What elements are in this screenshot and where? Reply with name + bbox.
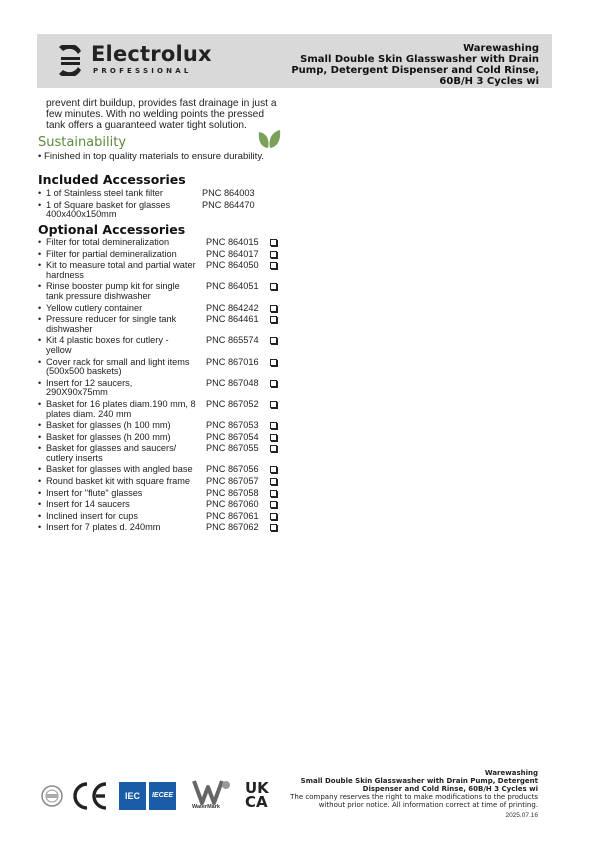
accessory-checkbox[interactable] — [270, 501, 277, 508]
bullet: • — [38, 510, 42, 521]
accessory-description: Kit 4 plastic boxes for cutlery - yellow — [46, 335, 169, 355]
header-category: Warewashing — [463, 43, 539, 54]
accessory-row — [38, 477, 288, 487]
accessory-row — [38, 261, 288, 280]
iec-logo: IEC — [119, 782, 146, 810]
accessory-row — [38, 379, 288, 398]
accessory-description: Insert for "flute" glasses — [46, 487, 143, 498]
accessory-row — [38, 250, 288, 260]
accessory-description: Inclined insert for cups — [46, 510, 138, 521]
accessory-checkbox[interactable] — [270, 524, 277, 531]
bullet: • — [38, 398, 42, 409]
accessory-pnc: PNC 864461 — [206, 314, 259, 325]
bullet: • — [38, 199, 42, 210]
bullet: • — [38, 443, 42, 454]
footer-date: 2025.07.16 — [505, 812, 538, 819]
accessory-pnc: PNC 864017 — [206, 248, 259, 259]
ce-mark-icon — [70, 779, 110, 813]
accessory-row — [38, 465, 288, 475]
accessory-description: Filter for total demineralization — [46, 237, 170, 247]
bullet: • — [38, 476, 42, 487]
accessory-checkbox[interactable] — [270, 513, 277, 520]
accessory-description: Round basket kit with square frame — [46, 476, 191, 487]
leaf-icon — [256, 129, 282, 149]
brand-name: Electrolux — [91, 42, 212, 66]
footer-product-title: Small Double Skin Glasswasher with Drain Pump, Detergent Dispenser and Cold Rinse, 60B/H 3 Cycles wi — [300, 777, 538, 793]
bullet: • — [38, 420, 42, 431]
accessory-checkbox[interactable] — [270, 401, 277, 408]
included-accessories-title: Included Accessories — [38, 172, 186, 187]
bullet: • — [38, 151, 45, 162]
accessory-row — [38, 358, 288, 377]
accessory-description: Basket for glasses (h 100 mm) — [46, 420, 171, 431]
bullet: • — [38, 522, 42, 533]
accessory-pnc: PNC 865574 — [206, 335, 259, 346]
accessory-description: Filter for partial demineralization — [46, 248, 177, 259]
accessory-description: Insert for 12 saucers, 290X90x75mm — [46, 377, 133, 398]
accessory-pnc: PNC 867048 — [206, 377, 259, 388]
accessory-checkbox[interactable] — [270, 466, 277, 473]
ukca-bottom: CA — [245, 793, 268, 811]
bullet: • — [38, 314, 42, 325]
accessory-pnc: PNC 867058 — [206, 487, 259, 498]
accessory-row — [38, 421, 288, 431]
bullet: • — [38, 499, 42, 510]
iecee-logo: IECEE — [149, 782, 176, 810]
accessory-row — [38, 336, 288, 355]
accessory-pnc: PNC 867061 — [206, 510, 259, 521]
accessory-pnc: PNC 867052 — [206, 398, 259, 409]
accessory-description: Insert for 7 plates d. 240mm — [46, 522, 161, 533]
accessory-checkbox[interactable] — [270, 434, 277, 441]
bullet: • — [38, 237, 42, 247]
accessory-description: Cover rack for small and light items (500x500 baskets) — [46, 356, 190, 377]
optional-accessories-title: Optional Accessories — [38, 222, 186, 237]
bullet: • — [38, 188, 42, 198]
accessory-pnc: PNC 867057 — [206, 476, 259, 487]
electrolux-logo — [57, 42, 217, 79]
bullet: • — [38, 464, 42, 475]
accessory-checkbox[interactable] — [270, 262, 277, 269]
footer-category: Warewashing — [484, 769, 538, 777]
sustainability-item — [38, 151, 264, 162]
optional-accessories-list — [38, 238, 288, 535]
footer-disclaimer: The company reserves the right to make modifications to the products without prior notice. All information correct at time of printing. — [290, 793, 538, 809]
bullet: • — [38, 260, 42, 271]
bullet: • — [38, 248, 42, 259]
bullet: • — [38, 335, 42, 346]
accessory-description: 1 of Square basket for glasses 400x400x150mm — [46, 199, 171, 220]
accessory-checkbox[interactable] — [270, 422, 277, 429]
watermark-icon — [192, 779, 234, 805]
accessory-description: Basket for glasses and saucers/ cutlery inserts — [46, 443, 177, 463]
accessory-checkbox[interactable] — [270, 359, 277, 366]
bullet: • — [38, 377, 42, 388]
accessory-row — [38, 512, 288, 522]
accessory-row — [38, 201, 288, 220]
approval-seal-icon — [40, 779, 64, 813]
accessory-row — [38, 315, 288, 334]
accessory-description: Basket for glasses with angled base — [46, 464, 193, 475]
header-bar — [37, 34, 552, 88]
accessory-description: Yellow cutlery container — [46, 302, 143, 313]
bullet: • — [38, 281, 42, 292]
accessory-description: 1 of Stainless steel tank filter — [46, 188, 163, 198]
accessory-pnc: PNC 867055 — [206, 443, 259, 454]
footer-text — [278, 769, 538, 809]
accessory-checkbox[interactable] — [270, 445, 277, 452]
accessory-row — [38, 523, 288, 533]
accessory-pnc: PNC 864050 — [206, 260, 259, 271]
brand-subtitle: PROFESSIONAL — [93, 67, 192, 75]
accessory-pnc: PNC 867016 — [206, 356, 259, 367]
sustainability-item-text: Finished in top quality materials to ensure durability. — [44, 151, 265, 162]
accessory-pnc: PNC 867054 — [206, 431, 259, 442]
accessory-row — [38, 500, 288, 510]
accessory-checkbox[interactable] — [270, 305, 277, 312]
accessory-description: Basket for 16 plates diam.190 mm, 8 plates diam. 240 mm — [46, 398, 196, 419]
accessory-row — [38, 400, 288, 419]
bullet: • — [38, 431, 42, 442]
accessory-description: Basket for glasses (h 200 mm) — [46, 431, 171, 442]
accessory-row — [38, 238, 288, 248]
accessory-pnc: PNC 867060 — [206, 499, 259, 510]
accessory-row — [38, 304, 288, 314]
ukca-top: UK — [245, 779, 269, 797]
bullet: • — [38, 302, 42, 313]
bullet: • — [38, 487, 42, 498]
ukca-mark — [245, 781, 269, 809]
header-product-title: Small Double Skin Glasswasher with Drain Pump, Detergent Dispenser and Cold Rinse, 60B/H 3 Cycles wi — [291, 54, 539, 87]
watermark-label: WaterMark — [192, 804, 220, 810]
included-accessories-list — [38, 189, 288, 222]
accessory-description: Kit to measure total and partial water hardness — [46, 260, 196, 280]
accessory-checkbox[interactable] — [270, 283, 277, 290]
bullet: • — [38, 356, 42, 367]
accessory-row — [38, 189, 288, 199]
accessory-pnc: PNC 867053 — [206, 420, 259, 431]
accessory-checkbox[interactable] — [270, 490, 277, 497]
accessory-checkbox[interactable] — [270, 380, 277, 387]
accessory-pnc: PNC 864015 — [206, 237, 259, 247]
accessory-checkbox[interactable] — [270, 316, 277, 323]
accessory-pnc: PNC 867062 — [206, 522, 259, 533]
certification-logos — [40, 779, 280, 813]
accessory-row — [38, 489, 288, 499]
accessory-checkbox[interactable] — [270, 478, 277, 485]
intro-paragraph: prevent dirt buildup, provides fast drainage in just a few minutes. With no welding points the pressed tank offers a guaranteed water tight solution. — [46, 98, 277, 132]
accessory-pnc: PNC 864470 — [202, 199, 255, 210]
header-title — [279, 43, 539, 87]
accessory-description: Insert for 14 saucers — [46, 499, 130, 510]
accessory-checkbox[interactable] — [270, 251, 277, 258]
accessory-checkbox[interactable] — [270, 337, 277, 344]
accessory-row — [38, 433, 288, 443]
accessory-description: Pressure reducer for single tank dishwasher — [46, 314, 177, 334]
accessory-pnc: PNC 864242 — [206, 302, 259, 313]
accessory-row — [38, 282, 288, 301]
accessory-row — [38, 444, 288, 463]
accessory-pnc: PNC 867056 — [206, 464, 259, 475]
electrolux-logo-icon — [57, 45, 83, 76]
sustainability-title: Sustainability — [38, 135, 127, 150]
accessory-description: Rinse booster pump kit for single tank pressure dishwasher — [46, 281, 180, 301]
accessory-pnc: PNC 864003 — [202, 188, 255, 198]
accessory-pnc: PNC 864051 — [206, 281, 259, 292]
accessory-checkbox[interactable] — [270, 239, 277, 246]
